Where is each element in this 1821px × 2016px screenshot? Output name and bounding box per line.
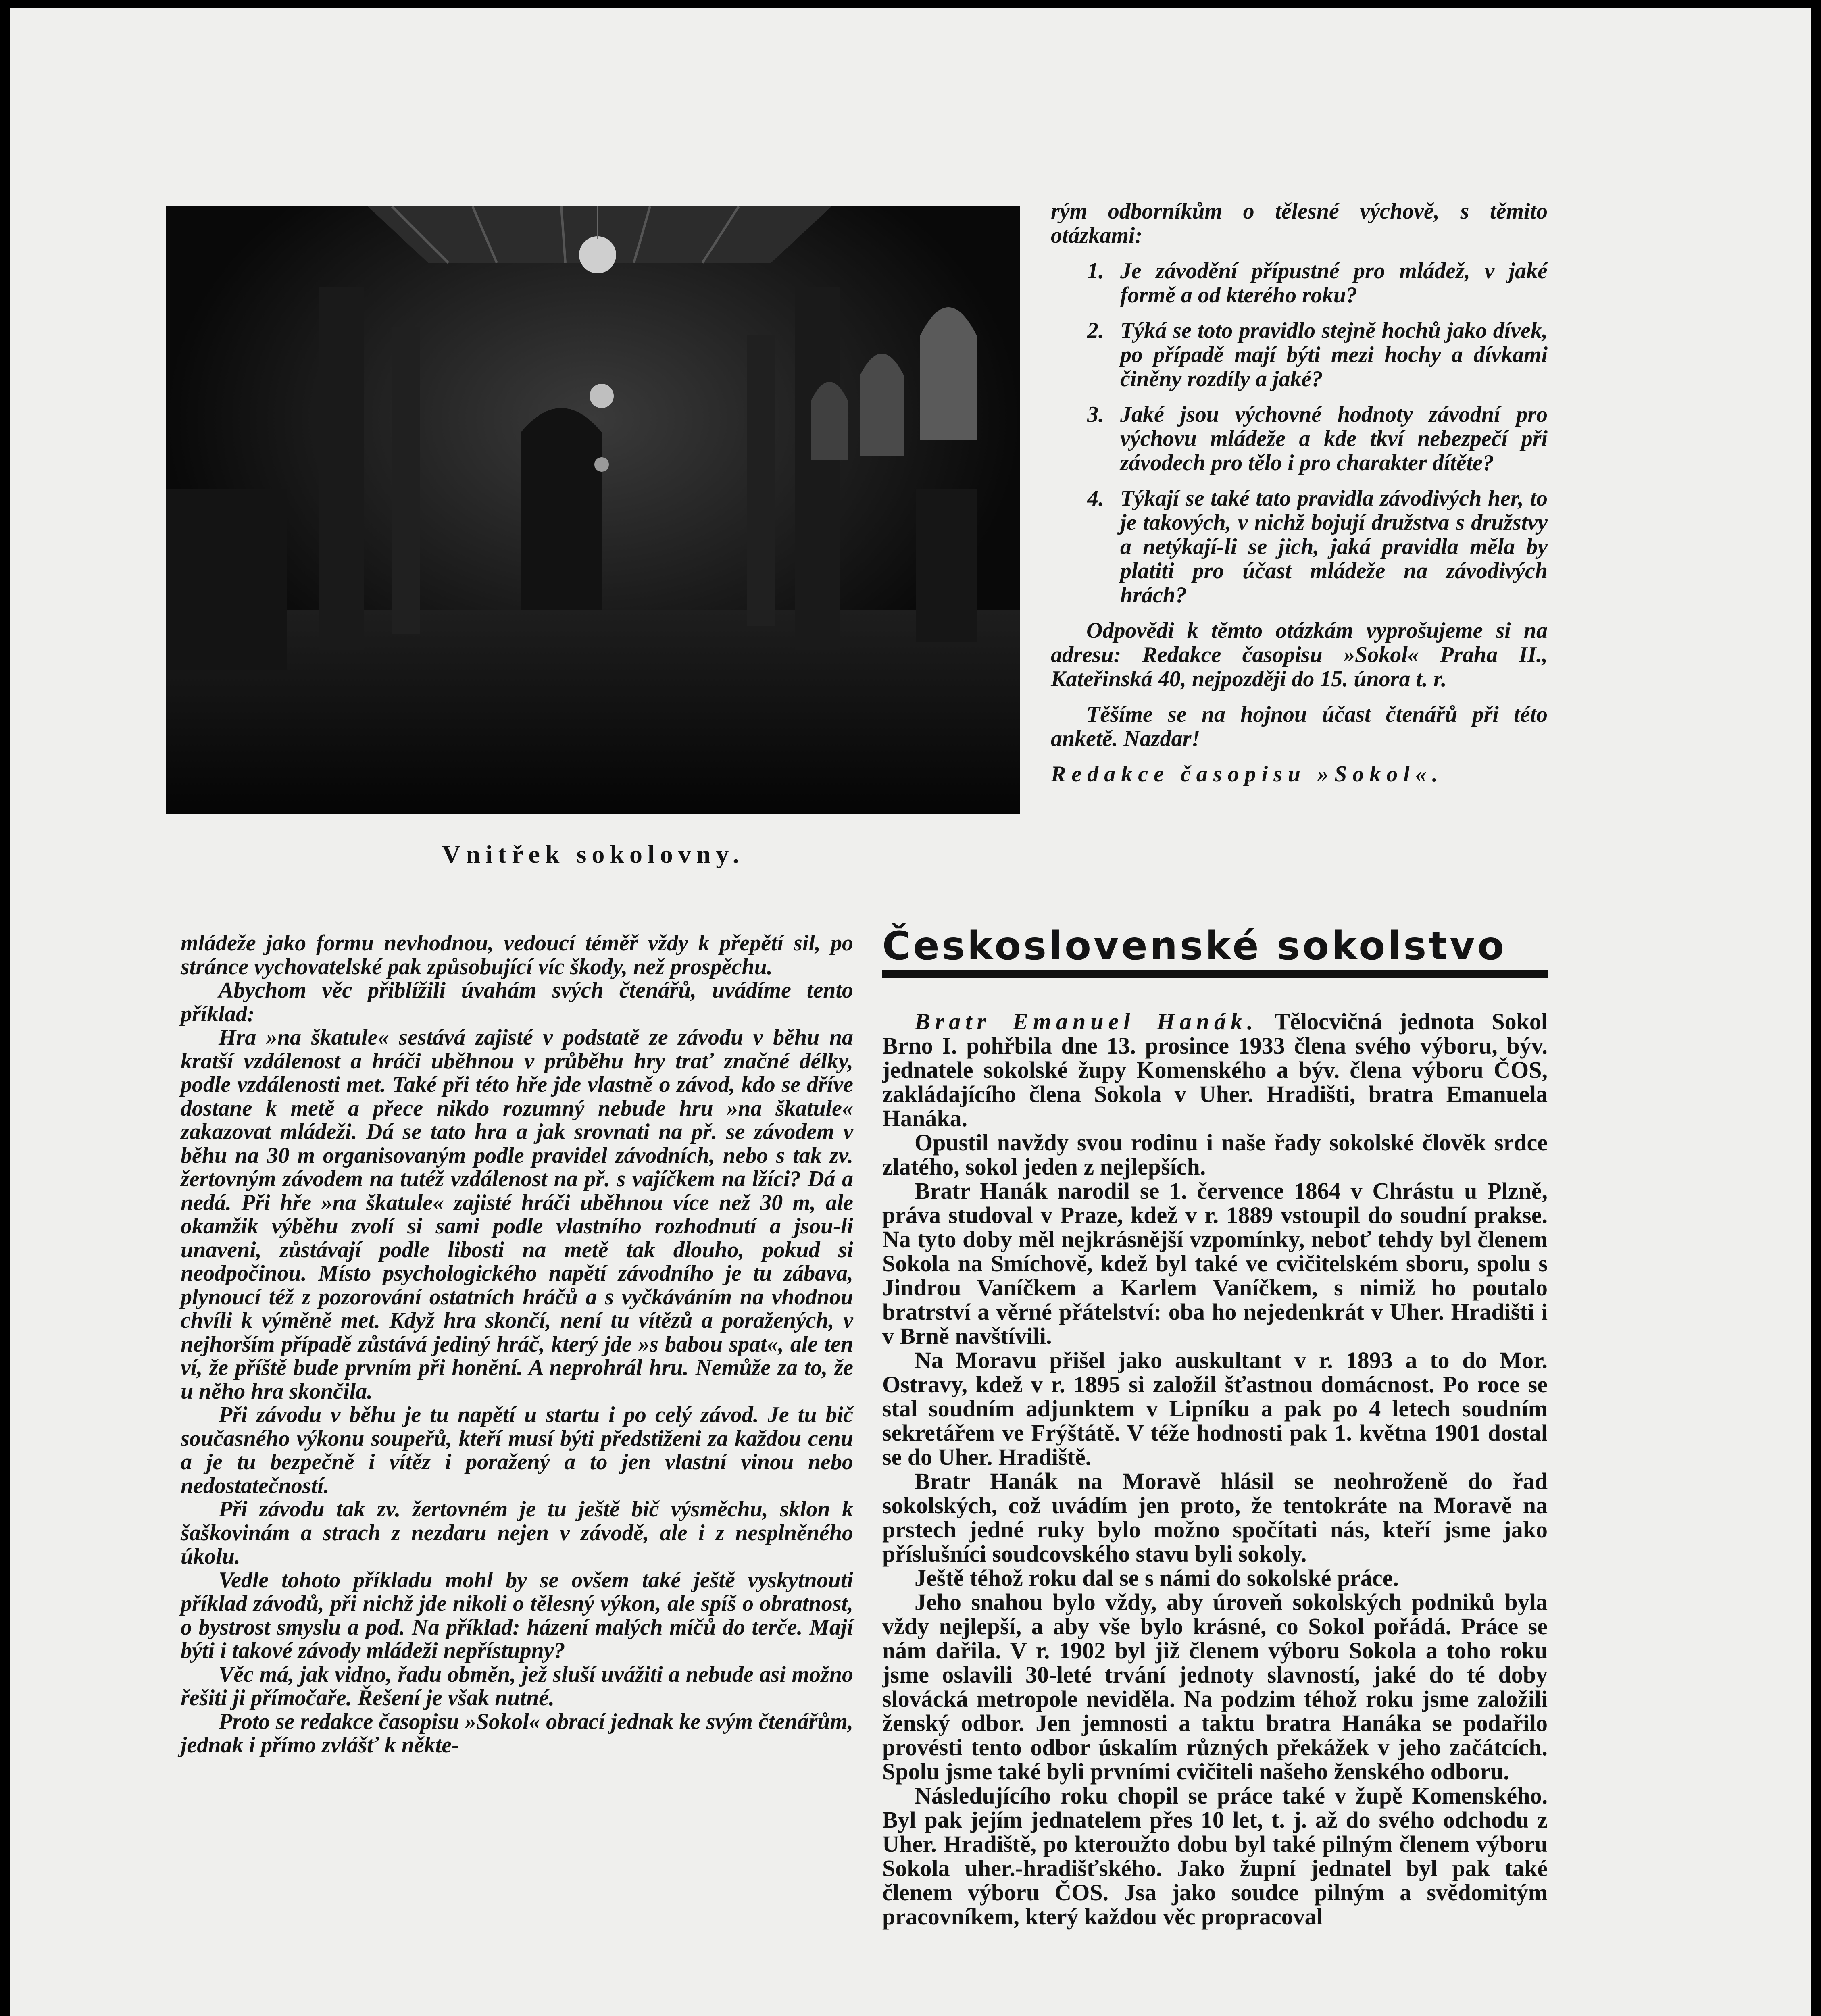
question-text: Je závodění přípustné pro mládež, v jaké formě a od kterého roku? — [1120, 258, 1548, 308]
question-text: Jaké jsou výchovné hodnoty závodní pro výchovu mládeže a kde tkví nebezpečí při závodech pro tělo i pro charakter dítěte? — [1120, 402, 1548, 475]
hall-interior-image — [166, 206, 1020, 814]
question-number: 2. — [1087, 318, 1104, 343]
hall-interior-photo — [166, 206, 1020, 814]
title-rule — [882, 970, 1548, 978]
survey-signature: Redakce časopisu »Sokol«. — [1051, 762, 1444, 787]
question-number: 1. — [1087, 258, 1104, 283]
survey-question — [1087, 486, 1548, 607]
survey-block — [1051, 199, 1548, 798]
survey-closing: Těšíme se na hojnou účast čtenářů při této anketě. Nazdar! — [1051, 702, 1548, 751]
obituary-paragraph: Ještě téhož roku dal se s námi do sokolské práce. — [915, 1565, 1399, 1591]
article-paragraph: Při závodu tak zv. žertovném je tu ještě bič výsměchu, sklon k šaškovinám a strach z nezdaru nejen v závodě, ale i z nesplněného úkolu. — [181, 1497, 853, 1569]
question-text: Týká se toto pravidlo stejně hochů jako dívek, po případě mají býti mezi hochy a dívkami činěny rozdíly a jaké? — [1120, 318, 1548, 392]
question-text: Týkají se také tato pravidla závodivých her, to je takových, v nichž bojují družstva s družstvy a netýkají-li se jich, jaká pravidla měla by platiti pro účast mládeže na závodivých hrách? — [1120, 486, 1548, 608]
answer-request: Odpovědi k těmto otázkám vyprošujeme si na adresu: Redakce časopisu »Sokol« Praha II., Kateřinská 40, nejpozději do 15. února t. r. — [1051, 618, 1548, 691]
magazine-page — [10, 8, 1811, 2016]
article-paragraph: Věc má, jak vidno, řadu obměn, jež sluší uvážiti a nebude asi možno řešiti ji přímočaře. Řešení je však nutné. — [181, 1662, 853, 1710]
obituary-paragraph: Bratr Hanák na Moravě hlásil se neohroženě do řad sokolských, což uvádím jen proto, že tentokráte na Moravě na prstech jedné ruky bylo možno spočítati nás, kteří jsme jako příslušníci soudcovského stavu byli sokoly. — [882, 1468, 1548, 1567]
survey-question — [1087, 319, 1548, 391]
left-article-column — [181, 931, 853, 1757]
obituary-paragraph: Následujícího roku chopil se práce také v župě Komenského. Byl pak jejím jednatelem přes 10 let, t. j. až do svého odchodu z Uher. Hradiště, po kteroužto dobu byl také pilným členem výboru Sokola uher.-hradišťského. Jako župní jednatel byl pak také členem výboru ČOS. Jsa jako soudce pilným a svědomitým pracovníkem, který každou věc propracoval — [882, 1783, 1548, 1930]
article-paragraph: Hra »na škatule« sestává zajisté v podstatě ze závodu v běhu na kratší vzdálenost a hráči uběhnou v průběhu hry trať značné délky, podle vzdálenosti met. Také při této hře jde vlastně o závod, kdo se dříve dostane k metě a přece nikdo rozumný nebude hru »na škatule« zakazovat mládeži. Dá se tato hra a jak srovnati na př. se závodem v běhu na 30 m organisovaným podle pravidel závodních, nebo s tak zv. žertovným závodem na tutéž vzdálenost na př. s vajíčkem na lžíci? Dá a nedá. Při hře »na škatule« zajisté hráči uběhnou více než 30 m, ale okamžik výběhu zvolí si sami podle vlastního rozhodnutí a jsou-li unaveni, zůstávají podle libosti na metě tak dlouho, pokud si neodpočinou. Místo psychologického napětí závodního je tu zábava, plynoucí též z pozorování ostatních hráčů a s vyčkáváním na vhodnou chvíli k výměně met. Když hra skončí, není tu vítězů a poražených, v nejhorším případě zůstává jediný hráč, který jde »s babou spat«, ale ten ví, že příště bude prvním při honění. A neprohrál hru. Nemůže za to, že u něho hra skončila. — [181, 1025, 853, 1404]
article-paragraph: Vedle tohoto příkladu mohl by se ovšem také ještě vyskytnouti příklad závodů, při nichž jde nikoli o tělesný výkon, ale spíš o obratnost, o bystrost smyslu a pod. Na příklad: házení malých míčů do terče. Mají býti i takové závody mládeži nepřístupny? — [181, 1567, 853, 1663]
article-paragraph: Při závodu v běhu je tu napětí u startu i po celý závod. Je tu bič současného výkonu soupeřů, kteří musí býti předstiženi za každou cenu a je tu bezpečně i vítěz i poražený a to jen vlastní vinou nebo nedostatečností. — [181, 1402, 853, 1498]
survey-intro: rým odborníkům o tělesné výchově, s těmito otázkami: — [1051, 199, 1548, 248]
obituary-paragraph: Bratr Hanák narodil se 1. července 1864 v Chrástu u Plzně, práva studoval v Praze, kdež v r. 1889 vstoupil do soudní prakse. Na tyto doby měl nejkrásnější vzpomínky, neboť tehdy byl členem Sokola na Smíchově, kdež byl také ve cvičitelském sboru, spolu s Jindrou Vaníčkem a Karlem Vaníčkem, s nimiž ho poutalo bratrství a věrné přátelství: oba ho nejedenkrát v Uher. Hradišti i v Brně navštívili. — [882, 1178, 1548, 1349]
obituary-paragraph: Na Moravu přišel jako auskultant v r. 1893 a to do Mor. Ostravy, kdež v r. 1895 si založil šťastnou domácnost. Po roce se stal soudním adjunktem v Lipníku a pak po 4 letech soudním sekretářem ve Frýštátě. V téže hodnosti pak 1. května 1901 dostal se do Uher. Hradiště. — [882, 1347, 1548, 1470]
photo-caption: Vnitřek sokolovny. — [442, 840, 744, 868]
article-paragraph: Proto se redakce časopisu »Sokol« obrací jednak ke svým čtenářům, jednak i přímo zvlášť k někte- — [181, 1709, 853, 1758]
survey-question — [1087, 402, 1548, 475]
article-paragraph: Abychom věc přiblížili úvahám svých čtenářů, uvádíme tento příklad: — [181, 978, 853, 1027]
lead-name: Bratr Emanuel Hanák. — [915, 1008, 1258, 1035]
obituary-paragraph: Opustil navždy svou rodinu i naše řady sokolské člověk srdce zlatého, sokol jeden z nejlepších. — [882, 1129, 1548, 1180]
article-paragraph: mládeže jako formu nevhodnou, vedoucí téměř vždy k přepětí sil, po stránce vychovatelské pak způsobující víc škody, než prospěchu. — [181, 931, 853, 979]
survey-question — [1087, 259, 1548, 307]
obituary-paragraph: Jeho snahou bylo vždy, aby úroveň sokolských podniků byla vždy nejlepší, a aby vše bylo krásné, co Sokol pořádá. Práce se nám dařila. V r. 1902 byl již členem výboru Sokola a toho roku jsme oslavili 30-leté trvání jednoty slavností, jaké do té doby slovácká metropole neviděla. Na podzim téhož roku jsme založili ženský odbor. Jen jemnosti a taktu bratra Hanáka se podařilo provésti tento odbor úskalím různých překážek v jeho začátcích. Spolu jsme také byli prvními cvičiteli našeho ženského odboru. — [882, 1589, 1548, 1785]
obituary-column — [882, 1010, 1548, 1929]
lead-text: Tělocvičná jednota Sokol Brno I. pohřbila dne 13. prosince 1933 člena svého výboru, býv. jednatele sokolské župy Komenského a býv. člena výboru ČOS, zakládajícího člena Sokola v Uher. Hradišti, bratra Emanuela Hanáka. — [882, 1008, 1548, 1131]
question-number: 4. — [1087, 486, 1104, 511]
question-number: 3. — [1087, 402, 1104, 427]
section-title: Československé sokolstvo — [882, 923, 1506, 968]
lead-paragraph — [882, 1010, 1548, 1131]
